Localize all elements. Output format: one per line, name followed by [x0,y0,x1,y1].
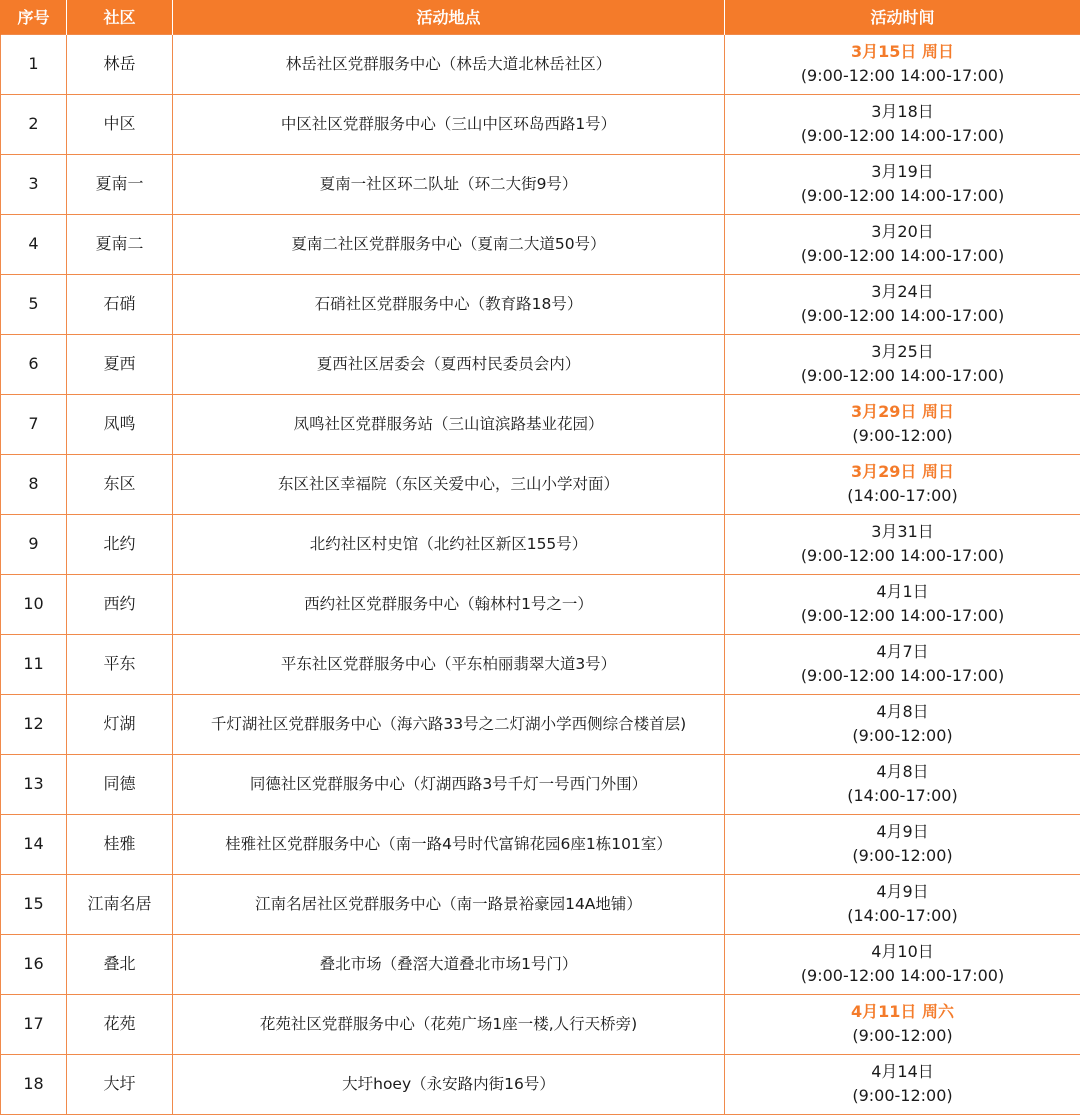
table-row [1,994,1080,1054]
row-time-cell [725,454,1080,514]
row-index: 18 [1,1054,67,1114]
row-time-cell [725,94,1080,154]
row-location: 千灯湖社区党群服务中心（海六路33号之二灯湖小学西侧综合楼首层) [173,694,725,754]
table-row [1,94,1080,154]
row-time-cell [725,214,1080,274]
row-community: 中区 [67,94,173,154]
row-time-cell [725,754,1080,814]
row-index: 11 [1,634,67,694]
row-community: 花苑 [67,994,173,1054]
row-date: 4月8日 [725,700,1080,724]
row-time-cell [725,694,1080,754]
row-index: 7 [1,394,67,454]
row-time-cell [725,1054,1080,1114]
row-time-cell [725,574,1080,634]
row-date-highlighted: 3月15日 周日 [725,40,1080,64]
row-time-range: (14:00-17:00) [725,484,1080,508]
row-location: 叠北市场（叠滘大道叠北市场1号门） [173,934,725,994]
table-row [1,394,1080,454]
table-row [1,634,1080,694]
row-date: 4月9日 [725,880,1080,904]
row-index: 10 [1,574,67,634]
row-time-range: (9:00-12:00) [725,844,1080,868]
row-index: 5 [1,274,67,334]
row-community: 石硝 [67,274,173,334]
row-time-cell [725,814,1080,874]
row-time-cell [725,634,1080,694]
row-index: 4 [1,214,67,274]
table-row [1,814,1080,874]
row-time-range: (9:00-12:00 14:00-17:00) [725,964,1080,988]
table-row [1,154,1080,214]
row-community: 大圩 [67,1054,173,1114]
row-index: 16 [1,934,67,994]
row-location: 桂雅社区党群服务中心（南一路4号时代富锦花园6座1栋101室） [173,814,725,874]
row-date: 4月10日 [725,940,1080,964]
table-body [1,34,1080,1114]
row-time-range: (9:00-12:00 14:00-17:00) [725,304,1080,328]
row-time-range: (9:00-12:00 14:00-17:00) [725,184,1080,208]
row-time-cell [725,934,1080,994]
row-location: 西约社区党群服务中心（翰林村1号之一） [173,574,725,634]
row-time-range: (9:00-12:00 14:00-17:00) [725,124,1080,148]
table-row [1,454,1080,514]
row-date: 3月24日 [725,280,1080,304]
row-index: 6 [1,334,67,394]
row-location: 北约社区村史馆（北约社区新区155号） [173,514,725,574]
row-index: 1 [1,34,67,94]
row-time-range: (9:00-12:00 14:00-17:00) [725,544,1080,568]
row-date: 3月19日 [725,160,1080,184]
row-index: 2 [1,94,67,154]
row-location: 夏西社区居委会（夏西村民委员会内） [173,334,725,394]
row-location: 林岳社区党群服务中心（林岳大道北林岳社区） [173,34,725,94]
row-index: 15 [1,874,67,934]
row-community: 夏南一 [67,154,173,214]
row-time-cell [725,514,1080,574]
table-row [1,514,1080,574]
row-date: 4月14日 [725,1060,1080,1084]
row-time-cell [725,994,1080,1054]
row-community: 灯湖 [67,694,173,754]
row-community: 夏南二 [67,214,173,274]
header-location: 活动地点 [173,0,725,34]
header-row [1,0,1080,34]
row-time-cell [725,394,1080,454]
row-community: 凤鸣 [67,394,173,454]
row-community: 夏西 [67,334,173,394]
table-header [1,0,1080,34]
row-location: 中区社区党群服务中心（三山中区环岛西路1号） [173,94,725,154]
row-date: 4月9日 [725,820,1080,844]
row-time-range: (9:00-12:00) [725,1024,1080,1048]
table-row [1,274,1080,334]
row-community: 东区 [67,454,173,514]
row-time-cell [725,274,1080,334]
row-date: 4月7日 [725,640,1080,664]
row-time-range: (9:00-12:00) [725,724,1080,748]
row-location: 凤鸣社区党群服务站（三山谊滨路基业花园） [173,394,725,454]
row-date-highlighted: 3月29日 周日 [725,460,1080,484]
row-community: 桂雅 [67,814,173,874]
table-row [1,874,1080,934]
row-index: 14 [1,814,67,874]
row-time-cell [725,154,1080,214]
row-time-range: (14:00-17:00) [725,784,1080,808]
header-time: 活动时间 [725,0,1080,34]
row-date: 3月18日 [725,100,1080,124]
row-location: 夏南二社区党群服务中心（夏南二大道50号） [173,214,725,274]
table-row [1,754,1080,814]
row-community: 平东 [67,634,173,694]
row-time-cell [725,874,1080,934]
row-community: 北约 [67,514,173,574]
row-location: 夏南一社区环二队址（环二大街9号） [173,154,725,214]
row-index: 3 [1,154,67,214]
row-time-cell [725,334,1080,394]
row-time-range: (9:00-12:00 14:00-17:00) [725,364,1080,388]
table-row [1,934,1080,994]
row-time-range: (14:00-17:00) [725,904,1080,928]
row-community: 西约 [67,574,173,634]
row-date: 4月1日 [725,580,1080,604]
table-row [1,34,1080,94]
row-index: 12 [1,694,67,754]
header-community: 社区 [67,0,173,34]
row-date: 3月31日 [725,520,1080,544]
table-row [1,334,1080,394]
row-date-highlighted: 3月29日 周日 [725,400,1080,424]
row-community: 林岳 [67,34,173,94]
row-community: 同德 [67,754,173,814]
row-time-range: (9:00-12:00 14:00-17:00) [725,244,1080,268]
row-date: 3月20日 [725,220,1080,244]
row-index: 13 [1,754,67,814]
row-time-range: (9:00-12:00) [725,424,1080,448]
row-time-cell [725,34,1080,94]
row-date: 4月8日 [725,760,1080,784]
row-community: 叠北 [67,934,173,994]
table-row [1,214,1080,274]
table-row [1,694,1080,754]
row-location: 江南名居社区党群服务中心（南一路景裕豪园14A地铺） [173,874,725,934]
row-index: 17 [1,994,67,1054]
row-location: 同德社区党群服务中心（灯湖西路3号千灯一号西门外围） [173,754,725,814]
row-location: 花苑社区党群服务中心（花苑广场1座一楼,人行天桥旁) [173,994,725,1054]
row-location: 石硝社区党群服务中心（教育路18号） [173,274,725,334]
row-time-range: (9:00-12:00 14:00-17:00) [725,64,1080,88]
table-row [1,1054,1080,1114]
row-community: 江南名居 [67,874,173,934]
row-location: 大圩hoey（永安路内街16号） [173,1054,725,1114]
row-index: 8 [1,454,67,514]
row-date-highlighted: 4月11日 周六 [725,1000,1080,1024]
row-time-range: (9:00-12:00) [725,1084,1080,1108]
row-time-range: (9:00-12:00 14:00-17:00) [725,664,1080,688]
row-date: 3月25日 [725,340,1080,364]
row-location: 东区社区幸福院（东区关爱中心，三山小学对面） [173,454,725,514]
table-row [1,574,1080,634]
row-time-range: (9:00-12:00 14:00-17:00) [725,604,1080,628]
row-index: 9 [1,514,67,574]
header-index: 序号 [1,0,67,34]
row-location: 平东社区党群服务中心（平东柏丽翡翠大道3号） [173,634,725,694]
